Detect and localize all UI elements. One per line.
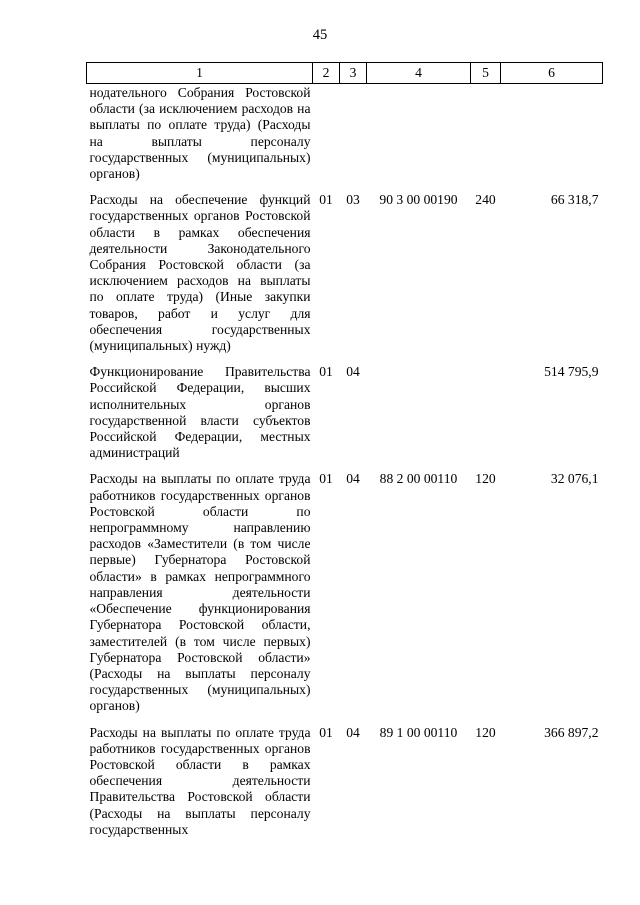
- row-name: нодательного Собрания Ростовской области (за исключением расходов на выплаты по оплате труда) (Расходы на выплаты персоналу государственных (муниципальных) органов): [89, 85, 311, 182]
- row-vr: 120: [475, 471, 496, 487]
- header-col-4: 4: [367, 63, 471, 84]
- header-col-2: 2: [313, 63, 340, 84]
- row-pr: 04: [346, 724, 360, 740]
- row-sum: 514 795,9: [544, 364, 599, 380]
- row-pr: [340, 84, 367, 183]
- row-name: Функционирование Правительства Российской Федерации, высших исполнительных органов государственной власти субъектов Российской Федерации, местных администраций: [89, 364, 311, 461]
- table-row: [87, 461, 603, 714]
- row-vr: [471, 84, 501, 183]
- table-row: [87, 182, 603, 354]
- row-vr: 240: [475, 192, 496, 208]
- row-rz: 01: [319, 471, 333, 487]
- page-number: 45: [312, 27, 328, 43]
- budget-table: [86, 62, 603, 838]
- row-rz: 01: [319, 724, 333, 740]
- row-rz: 01: [319, 192, 333, 208]
- row-csr: 88 2 00 00110: [379, 471, 458, 487]
- header-col-6: 6: [501, 63, 603, 84]
- header-col-5: 5: [471, 63, 501, 84]
- row-csr: [367, 354, 471, 461]
- row-vr: [471, 354, 501, 461]
- row-name: Расходы на обеспечение функций государственных органов Ростовской области в рамках обеспечения деятельности Законодательного Собрания Ростовской области (за исключением расходов на выплаты по оплате труда) (Иные закупки товаров, работ и услуг для обеспечения государственных (муниципальных) нужд): [89, 192, 311, 354]
- header-row: [87, 63, 603, 84]
- row-rz: [313, 84, 340, 183]
- row-pr: 03: [346, 192, 360, 208]
- row-name: Расходы на выплаты по оплате труда работников государственных органов Ростовской области по непрограммному направлению расходов «Заместители (в том числе первые) Губернатора Ростовской области» в рамках непрограммного направления деятельности «Обеспечение функционирования Губернатора Ростовской области, заместителей (в том числе первых) Губернатора Ростовской области» (Расходы на выплаты персоналу государственных (муниципальных) органов): [89, 471, 311, 714]
- table-body: [87, 84, 603, 838]
- row-pr: 04: [346, 471, 360, 487]
- row-csr: 89 1 00 00110: [379, 724, 458, 740]
- row-rz: 01: [319, 364, 333, 380]
- row-name: Расходы на выплаты по оплате труда работников государственных органов Ростовской области в рамках обеспечения деятельности Правительства Ростовской области (Расходы на выплаты персоналу государственных: [89, 724, 311, 837]
- row-pr: 04: [346, 364, 360, 380]
- row-vr: 120: [475, 724, 496, 740]
- row-sum: 32 076,1: [550, 471, 599, 487]
- table-row: [87, 715, 603, 838]
- row-sum: 366 897,2: [544, 724, 599, 740]
- row-csr: [367, 84, 471, 183]
- row-sum: 66 318,7: [550, 192, 599, 208]
- table-header: [87, 63, 603, 84]
- table-row: [87, 84, 603, 183]
- table-row: [87, 354, 603, 461]
- row-csr: 90 3 00 00190: [379, 192, 458, 208]
- header-col-3: 3: [340, 63, 367, 84]
- row-sum: [501, 84, 603, 183]
- header-col-1: 1: [87, 63, 313, 84]
